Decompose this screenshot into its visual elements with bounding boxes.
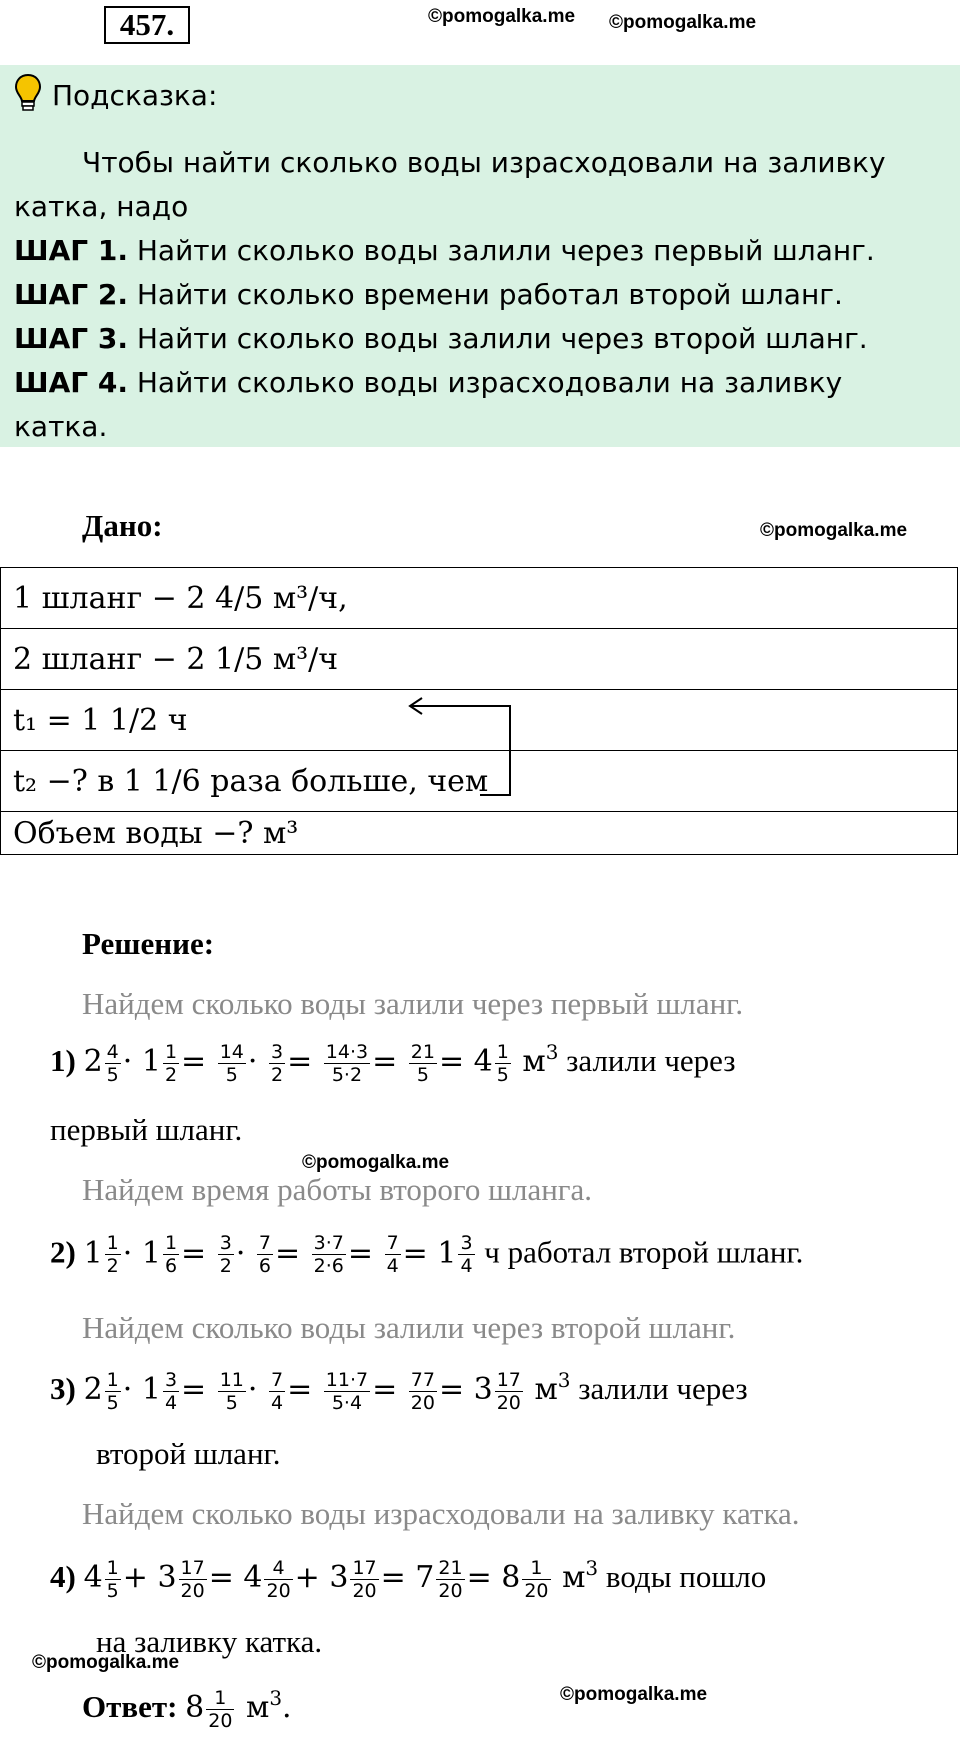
watermark: ©pomogalka.me xyxy=(428,6,576,27)
step-continuation: на заливку катка. xyxy=(96,1624,323,1659)
hint-step: ШАГ 4. Найти сколько воды израсходовали на заливку катка. xyxy=(14,366,843,443)
lightbulb-icon xyxy=(14,73,42,118)
hint-step: ШАГ 2. Найти сколько времени работал второй шланг. xyxy=(14,278,843,311)
given-row xyxy=(1,568,958,629)
answer: Ответ: 8 $\frac{1}{20}$ $м^3$. xyxy=(82,1686,292,1732)
watermark: ©pomogalka.me xyxy=(760,520,908,541)
given-row xyxy=(1,812,958,855)
hint-header xyxy=(14,75,217,115)
given-row xyxy=(1,629,958,690)
comparison-arrow xyxy=(400,692,520,802)
solution-step-1: 1) 2 $\frac{4}{5}$ · 1 $\frac{1}{2}$ = $\frac{14}{5}$ · $\frac{3}{2}$ = $\frac{14\cdot 3}{5\cdot 2}$ = $\frac{21}{5}$ = 4 $\frac{1}{5}$ $м^3$ залили через xyxy=(50,1040,736,1086)
watermark: ©pomogalka.me xyxy=(32,1652,180,1673)
step-continuation: второй шланг. xyxy=(96,1436,281,1471)
given-heading: Дано: xyxy=(82,508,163,543)
watermark: ©pomogalka.me xyxy=(560,1684,708,1705)
step-description: Найдем сколько воды израсходовали на заливку катка. xyxy=(82,1496,800,1531)
step-description: Найдем сколько воды залили через первый шланг. xyxy=(82,986,744,1021)
hint-step: ШАГ 3. Найти сколько воды залили через второй шланг. xyxy=(14,322,868,355)
hint-intro-cont: катка, надо xyxy=(14,190,189,223)
solution-step-4: 4) 4 $\frac{1}{5}$ + 3 $\frac{17}{20}$ = 4 $\frac{4}{20}$ + 3 $\frac{17}{20}$ = 7 $\frac{21}{20}$ = 8 $\frac{1}{20}$ $м^3$ воды пошло xyxy=(50,1556,767,1602)
given-cell: t₁ = 1 1/2 ч xyxy=(1,690,958,751)
hint-title: Подсказка: xyxy=(52,78,218,112)
given-cell: 1 шланг − 2 4/5 м³/ч, xyxy=(1,568,958,629)
solution-step-2: 2) 1 $\frac{1}{2}$ · 1 $\frac{1}{6}$ = $\frac{3}{2}$ · $\frac{7}{6}$ = $\frac{3\cdot 7}{2\cdot 6}$ = $\frac{7}{4}$ = 1 $\frac{3}{4}$ ч работал второй шланг. xyxy=(50,1232,804,1277)
given-cell: 2 шланг − 2 1/5 м³/ч xyxy=(1,629,958,690)
step-description: Найдем время работы второго шланга. xyxy=(82,1172,593,1207)
solution-heading: Решение: xyxy=(82,926,215,961)
given-cell: t₂ −? в 1 1/6 раза больше, чем xyxy=(1,751,958,812)
hint-step: ШАГ 1. Найти сколько воды залили через первый шланг. xyxy=(14,234,875,267)
given-cell: Объем воды −? м³ xyxy=(1,812,958,855)
hint-text xyxy=(14,141,944,449)
watermark: ©pomogalka.me xyxy=(609,12,757,33)
hint-intro: Чтобы найти сколько воды израсходовали на заливку xyxy=(82,146,886,179)
problem-number: 457. xyxy=(104,6,190,44)
solution-step-3: 3) 2 $\frac{1}{5}$ · 1 $\frac{3}{4}$ = $\frac{11}{5}$ · $\frac{7}{4}$ = $\frac{11\cdot 7}{5\cdot 4}$ = $\frac{77}{20}$ = 3 $\frac{17}{20}$ $м^3$ залили через xyxy=(50,1368,748,1414)
step-continuation: первый шланг. xyxy=(50,1112,243,1147)
hint-box xyxy=(0,65,960,447)
watermark: ©pomogalka.me xyxy=(302,1152,450,1173)
step-description: Найдем сколько воды залили через второй шланг. xyxy=(82,1310,736,1345)
